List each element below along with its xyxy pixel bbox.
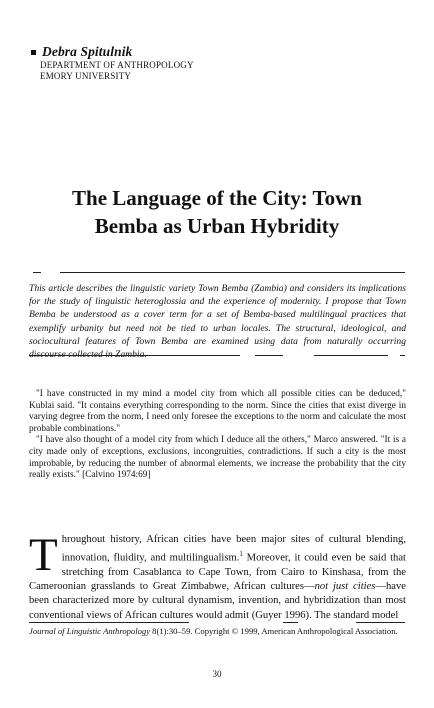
- body-paragraph: [29, 529, 406, 623]
- epigraph: [29, 389, 406, 482]
- footnote-marker: 1: [239, 550, 243, 559]
- abstract-bottom-rule-3: [314, 355, 388, 356]
- title-line-1: The Language of the City: Town: [72, 186, 362, 210]
- affiliation-department: DEPARTMENT OF ANTHROPOLOGY: [40, 60, 194, 70]
- page-number: 30: [212, 669, 222, 679]
- body-text-part-3: —have been characterized more by cultural dynamism, invention, and hybridization than most conventional views of African cultures would admit (Guyer 1996). The standard model: [29, 581, 406, 621]
- article-title: [30, 184, 404, 240]
- abstract: This article describes the linguistic variety Town Bemba (Zambia) and considers its implications for the study of linguistic heteroglossia and the experience of modernity. I propose that Town Bemba be understood as a cover term for a set of Bemba-based multilingual practices that exemplify urbanity but need not be tied to urban locales. The structural, ideological, and sociocultural features of Town Bemba are examined using data from naturally occurring discourse collected in Zambia.: [29, 283, 406, 361]
- author-block: [31, 44, 391, 82]
- body-text-part-2: Moreover, it could even be said that stretching from Casablanca to Cape Town, from Cairo to Kinshasa, from the Cameroonian grasslands to Great Zimbabwe, African cultures—: [29, 552, 406, 593]
- footnote-rule-3: [356, 622, 405, 623]
- abstract-top-rule: [60, 272, 405, 273]
- author-line: [31, 44, 391, 60]
- abstract-bottom-rule-4: [400, 355, 405, 356]
- citation-text: 8(1):30–59. Copyright © 1999, American Anthropological Association.: [150, 626, 398, 636]
- affiliation-university: EMORY UNIVERSITY: [40, 71, 132, 81]
- body-text-part-1: hroughout history, African cities have been major sites of cultural blending, innovation, fluidity, and multilingualism.: [61, 534, 406, 564]
- author-name: Debra Spitulnik: [42, 44, 133, 59]
- footnote-rule-2: [283, 622, 298, 623]
- epigraph-paragraph-1: "I have constructed in my mind a model city from which all possible cities can be deduced," Kublai said. "It contains everything corresponding to the norm. Since the cities that exist diverge in varying degree from the norm, I need only foresee the exceptions to the norm and calculate the most probable combinations.": [29, 389, 406, 434]
- drop-cap: T: [29, 529, 58, 581]
- body-text-emphasis: not just cities: [314, 581, 376, 593]
- abstract-bottom-rule-1: [29, 355, 240, 356]
- epigraph-paragraph-2: "I have also thought of a model city from which I deduce all the others," Marco answered. "It is a city made only of exceptions, exclusions, incongruities, contradictions. If such a city is the most improbable, by reducing the number of abnormal elements, we increase the probability that the city really exists." [Calvino 1974:69]: [29, 435, 406, 481]
- journal-name: Journal of Linguistic Anthropology: [29, 626, 151, 636]
- abstract-top-rule-short: [33, 272, 41, 273]
- footnote-rule-1: [29, 622, 189, 623]
- publication-footnote: [29, 626, 406, 637]
- abstract-bottom-rule-2: [255, 355, 283, 356]
- title-line-2: Bemba as Urban Hybridity: [94, 214, 340, 238]
- square-bullet-icon: [31, 50, 36, 55]
